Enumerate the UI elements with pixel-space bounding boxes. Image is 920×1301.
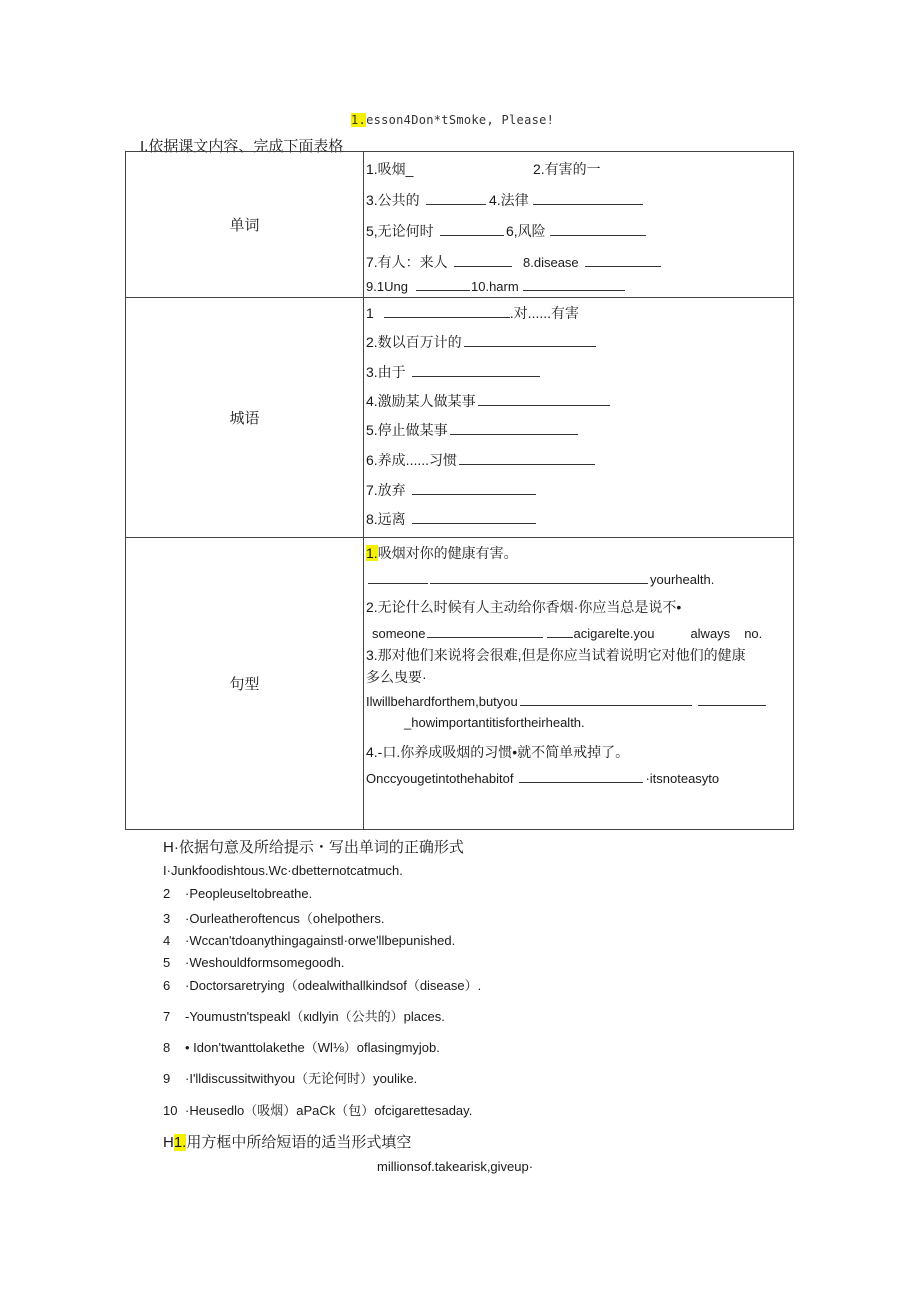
exercise-table xyxy=(125,151,794,830)
answer-blank[interactable] xyxy=(450,421,578,435)
vocab-item: 3.公共的 xyxy=(366,190,486,210)
sentence-1-en: yourhealth. xyxy=(368,570,714,587)
answer-blank[interactable] xyxy=(412,510,536,524)
sentence-1-cn: 1.吸烟对你的健康有害。 xyxy=(366,545,518,561)
sentences-label: 句型 xyxy=(126,538,364,830)
vocab-item: 5,无论何时 xyxy=(366,221,504,241)
idioms-content xyxy=(364,298,794,538)
answer-blank[interactable] xyxy=(430,570,648,584)
answer-blank[interactable] xyxy=(459,451,595,465)
exercise-item: 10 ·Heusedlo（吸烟）aPaCk（包）ofcigarettesaday. xyxy=(163,1103,473,1118)
sentence-4-cn: 4.-口.你养成吸烟的习惯•就不简单戒掉了。 xyxy=(366,744,630,760)
idiom-item: 4.激励某人做某事 xyxy=(366,391,610,411)
answer-blank[interactable] xyxy=(550,222,646,236)
answer-blank[interactable] xyxy=(533,191,643,205)
idiom-item: 5.停止做某事 xyxy=(366,420,578,440)
answer-blank[interactable] xyxy=(412,481,536,495)
vocab-item: 6,风险 xyxy=(506,221,646,241)
idiom-item: 3.由于 xyxy=(366,362,540,382)
vocab-label: 单词 xyxy=(126,152,364,298)
vocab-item: 8.disease xyxy=(523,253,661,270)
sentence-3-en-b: _howimportantitisfortheirhealth. xyxy=(404,715,585,730)
idioms-row xyxy=(126,298,794,538)
exercise-item: 2 ·Peopleuseltobreathe. xyxy=(163,886,313,901)
idiom-item: 2.数以百万计的 xyxy=(366,332,596,352)
answer-blank[interactable] xyxy=(454,253,512,267)
answer-blank[interactable] xyxy=(464,333,596,347)
exercise-item: 8 • Idon'twanttolakethe（Wl⅛）oflasingmyjob. xyxy=(163,1040,440,1055)
exercise-item: 6 ·Doctorsaretrying（odealwithallkindsof（disease）. xyxy=(163,978,482,993)
section3-heading: H1.用方框中所给短语的适当形式填空 xyxy=(163,1134,412,1151)
answer-blank[interactable] xyxy=(520,692,692,706)
vocab-row xyxy=(126,152,794,298)
sentence-3-cn-a: 3.那对他们来说将会很难,但是你应当试着说明它对他们的健康 xyxy=(366,647,746,663)
exercise-item: 3 ·Ourleatheroftencus（ohelpothers. xyxy=(163,911,385,926)
vocab-item: 2.有害的一 xyxy=(533,161,601,177)
vocab-item: 9.1Ung xyxy=(366,277,470,294)
answer-blank[interactable] xyxy=(426,191,486,205)
sentence-2-en: someone acigarelte.you always no. xyxy=(372,626,763,641)
exercise-item: 7 -Youmustn'tspeakl（кιdlyin（公共的）places. xyxy=(163,1009,445,1024)
exercise-item: 5 ·Weshouldformsomegoodh. xyxy=(163,955,345,970)
phrase-box: millionsof.takearisk,giveup· xyxy=(377,1159,534,1174)
answer-blank[interactable] xyxy=(698,692,766,706)
section1-heading: I.依据课文内容、完成下面表格 xyxy=(140,138,344,155)
idiom-item: 1 .对......有害 xyxy=(366,305,580,321)
idiom-item: 6.养成......习惯 xyxy=(366,450,595,470)
document-title: 1.esson4Don*tSmoke, Please! xyxy=(351,113,555,127)
answer-blank[interactable] xyxy=(440,222,504,236)
answer-blank[interactable] xyxy=(384,304,510,318)
exercise-item: I·Junkfoodishtous.Wc·dbetternotcatmuch. xyxy=(163,863,403,878)
vocab-item: 4.法律 xyxy=(489,190,643,210)
sentence-3-cn-b: 多么曳要· xyxy=(366,669,427,685)
idiom-item: 8.远离 xyxy=(366,509,536,529)
answer-blank[interactable] xyxy=(427,624,543,638)
vocab-item: 1.吸烟_ xyxy=(366,161,414,177)
answer-blank[interactable] xyxy=(416,277,470,291)
answer-blank[interactable] xyxy=(523,277,625,291)
answer-blank[interactable] xyxy=(585,253,661,267)
vocab-item: 10.harm xyxy=(471,277,625,294)
answer-blank[interactable] xyxy=(519,769,643,783)
idiom-item: 7.放弃 xyxy=(366,480,536,500)
exercise-item: 4 ·Wccan'tdoanythingagainstl·orwe'llbepunished. xyxy=(163,933,456,948)
answer-blank[interactable] xyxy=(478,392,610,406)
sentence-2-cn: 2.无论什么时候有人主动给你香烟·你应当总是说不• xyxy=(366,599,682,615)
sentence-3-en-a: Ilwillbehardforthem,butyou xyxy=(366,692,766,709)
sentences-content xyxy=(364,538,794,830)
sentence-4-en: Oncсyougetintothehabitof ·itsnoteasyto xyxy=(366,771,720,786)
vocab-content xyxy=(364,152,794,298)
idioms-label: 城语 xyxy=(126,298,364,538)
answer-blank[interactable] xyxy=(368,570,428,584)
exercise-item: 9 ·I'lldiscussitwithyou（无论何时）youlike. xyxy=(163,1071,418,1086)
vocab-item: 7.有人：来人 xyxy=(366,252,512,272)
section2-heading: H·依据句意及所给提示・写出单词的正确形式 xyxy=(163,839,464,856)
answer-blank[interactable] xyxy=(547,624,573,638)
sentences-row xyxy=(126,538,794,830)
answer-blank[interactable] xyxy=(412,363,540,377)
